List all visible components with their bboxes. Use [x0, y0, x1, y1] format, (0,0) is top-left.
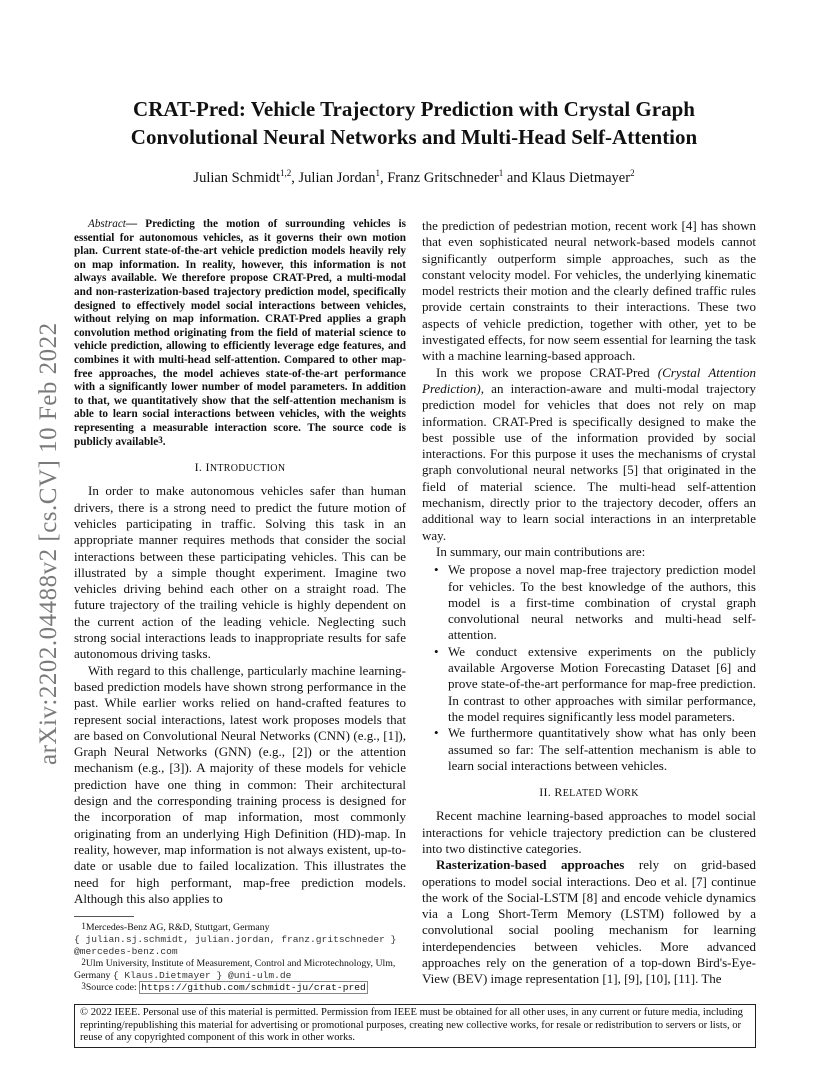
footnote-text: Mercedes-Benz AG, R&D, Stuttgart, Germany [85, 922, 270, 933]
author-affiliation: 1,2 [280, 168, 292, 178]
section-heading-related-work [422, 784, 756, 802]
bullet-icon: • [434, 562, 439, 578]
copyright-notice: © 2022 IEEE. Personal use of this material is permitted. Permission from IEEE must be obtained for all other uses, in any current or future media, including reprinting/republishing this material for advertising or promotional purposes, creating new collective works, for resale or redistribution to servers or lists, or reuse of any copyrighted component of this work in other works. [74, 1004, 756, 1048]
abstract-end: . [162, 435, 166, 448]
text-run: , an interaction-aware and multi-modal trajectory prediction model for vehicles that does not rely on map information. CRAT-Pred is specifically designed to make the best possible use of the information provided by social interactions. For this purpose it uses the mechanisms of crystal graph convolutional neural networks [5] that originated in the field of material science. The multi-head self-attention mechanism, directly prior to the trajectory decoder, offers an additional way to learn social interactions in an interpretable way. [422, 380, 756, 543]
arxiv-watermark [14, 265, 62, 765]
author-separator: , [291, 170, 299, 186]
footnote-emails: { julian.sj.schmidt, julian.jordan, franz.gritschneder } @mercedes-benz.com [74, 934, 397, 957]
footnote-3 [74, 982, 406, 994]
left-column [74, 218, 406, 907]
footnote-emails: { Klaus.Dietmayer } @uni-ulm.de [112, 970, 292, 981]
footnote-number: 1 [81, 921, 86, 931]
footnote-text: Source code: [85, 982, 140, 993]
author-list [80, 170, 748, 187]
author-name: Julian Schmidt [193, 170, 281, 186]
paragraph: With regard to this challenge, particularly machine learning-based prediction models have shown strong performance in the past. While earlier works relied on hand-crafted features to represent social interactions, latest work proposes models that are based on Convolutional Neural Networks (CNN) (e.g., [1]), Graph Neural Networks (GNN) (e.g., [2]) or the attention mechanism (e.g., [3]). A majority of these models for vehicle prediction have one thing in common: Their architectural design and the corresponding training process is designed for the incorporation of map information, most commonly originating from an underlying High Definition (HD)-map. In reality, however, map information is not always existent, up-to-date or usable due to failed localization. This illustrates the need for high performant, map-free prediction models. Although this also applies to [74, 662, 406, 906]
text-run: In this work we propose CRAT-Pred [436, 364, 658, 380]
paragraph [422, 857, 756, 987]
author-name: Franz Gritschneder [387, 170, 499, 186]
arxiv-id: arXiv:2202.04488v2 [cs.CV] 10 Feb 2022 [35, 322, 62, 765]
section-number: II. [539, 785, 555, 800]
section-initial: R [554, 785, 563, 800]
bold-run: Rasterization-based approaches [436, 857, 625, 873]
paragraph: the prediction of pedestrian motion, recent work [4] has shown that even sophisticated neural network-based models cannot significantly outperform simple approaches, such as the constant velocity model. For vehicles, the underlying kinematic model restricts their motion and the clearly defined traffic rules provide certain constraints to their interactions. These two aspects of vehicle prediction, together with other, yet to be investigated effects, for now seem essential for learning the task with a machine learning-based approach. [422, 218, 756, 364]
list-item-text: We furthermore quantitatively show what has only been assumed so far: The self-attention mechanism is able to learn social interactions between vehicles. [448, 725, 756, 773]
right-column [422, 218, 756, 988]
paragraph: Recent machine learning-based approaches to model social interactions for vehicle trajectory prediction can be clustered into two distinctive categories. [422, 808, 756, 856]
author-affiliation: 1 [498, 168, 504, 178]
bullet-icon: • [434, 725, 439, 741]
footnote-2 [74, 958, 406, 982]
author-affiliation: 1 [375, 168, 380, 178]
section-number: I. [194, 460, 206, 475]
abstract-label: Abstract [88, 218, 126, 230]
footnote-divider [74, 916, 134, 917]
paragraph: In order to make autonomous vehicles safer than human drivers, there is a strong need to predict the future motion of vehicles participating in traffic. Solving this task in an appropriate manner requires methods that consider the social interactions between these participating vehicles. This can be illustrated by a simple thought experiment. Imagine two vehicles driving behind each other on a straight road. The future trajectory of the trailing vehicle is highly dependent on the current action of the leading vehicle. Neglecting such strong social interactions leads to inappropriate results for safe autonomous driving tasks. [74, 483, 406, 662]
section-smallcaps: ORK [616, 788, 639, 800]
footnote-ref: 3 [158, 434, 163, 445]
section-initial: W [605, 785, 617, 800]
author-name: Julian Jordan [298, 170, 376, 186]
list-item-text: We propose a novel map-free trajectory prediction model for vehicles. To the best knowledge of the authors, this model is a first-time combination of crystal graph convolutional neural networks and multi-head self-attention. [448, 562, 756, 643]
footnote-text: Ulm University, Institute of Measurement, Control and Microtechnology, Ulm, Germany [74, 958, 396, 981]
title-line-2: Convolutional Neural Networks and Multi-Head Self-Attention [130, 125, 698, 149]
list-item-text: We conduct extensive experiments on the publicly available Argoverse Motion Forecasting Dataset [6] and prove state-of-the-art performance for map-free prediction. In contrast to other approaches with similar performance, the model requires significantly less model parameters. [448, 643, 756, 724]
author-name: Klaus Dietmayer [531, 170, 631, 186]
section-smallcaps: NTRODUCTION [209, 463, 286, 475]
contributions-intro: In summary, our main contributions are: [436, 543, 646, 559]
paper-title [80, 95, 748, 151]
italic-run: (Crystal Attention Prediction) [422, 364, 756, 396]
source-code-link[interactable]: https://github.com/schmidt-ju/crat-pred [141, 982, 366, 993]
section-heading-introduction [74, 459, 406, 477]
paragraph [422, 365, 756, 544]
author-separator: and [503, 170, 532, 186]
footnote-number: 3 [81, 981, 86, 991]
author-separator: , [379, 170, 388, 186]
abstract-text: — Predicting the motion of surrounding vehicles is essential for autonomous vehicles, as it governs their own motion plan. Current state-of-the-art vehicle prediction models heavily rely on map information. In reality, however, this information is not always available. We therefore propose CRAT-Pred, a multi-modal and non-rasterization-based trajectory prediction model, specifically designed to effectively model social interactions between vehicles, without relying on map information. CRAT-Pred applies a graph convolution method originating from the field of material science to vehicle prediction, allowing to efficiently leverage edge features, and combines it with multi-head self-attention. Compared to other map-free approaches, the model achieves state-of-the-art performance with a significantly lower number of model parameters. In addition to that, we quantitatively show that the self-attention mechanism is able to learn social interactions between vehicles, with the weights representing a measurable interaction score. The source code is publicly available [74, 218, 406, 448]
text-run: rely on grid-based operations to model social interactions. Deo et al. [7] continue the work of the Social-LSTM [8] and encode vehicle dynamics via a Long Short-Term Memory (LSTM) followed by a convolutional social pooling mechanism for learning interdependencies between vehicles. More advanced approaches rely on the generation of a top-down Bird's-Eye-View (BEV) image representation [1], [9], [10], [11]. The [422, 857, 756, 987]
contribution-list [422, 562, 756, 774]
section-smallcaps: ELATED [562, 788, 606, 800]
author-affiliation: 2 [630, 168, 635, 178]
list-item [434, 725, 756, 774]
list-item [434, 643, 756, 725]
abstract [74, 218, 406, 449]
footnote-number: 2 [81, 957, 86, 967]
footnote-1 [74, 922, 406, 958]
section-initial: I [205, 460, 210, 475]
bullet-icon: • [434, 643, 439, 659]
title-line-1: CRAT-Pred: Vehicle Trajectory Prediction with Crystal Graph [133, 97, 695, 121]
footnotes [74, 922, 406, 994]
list-item [434, 562, 756, 643]
